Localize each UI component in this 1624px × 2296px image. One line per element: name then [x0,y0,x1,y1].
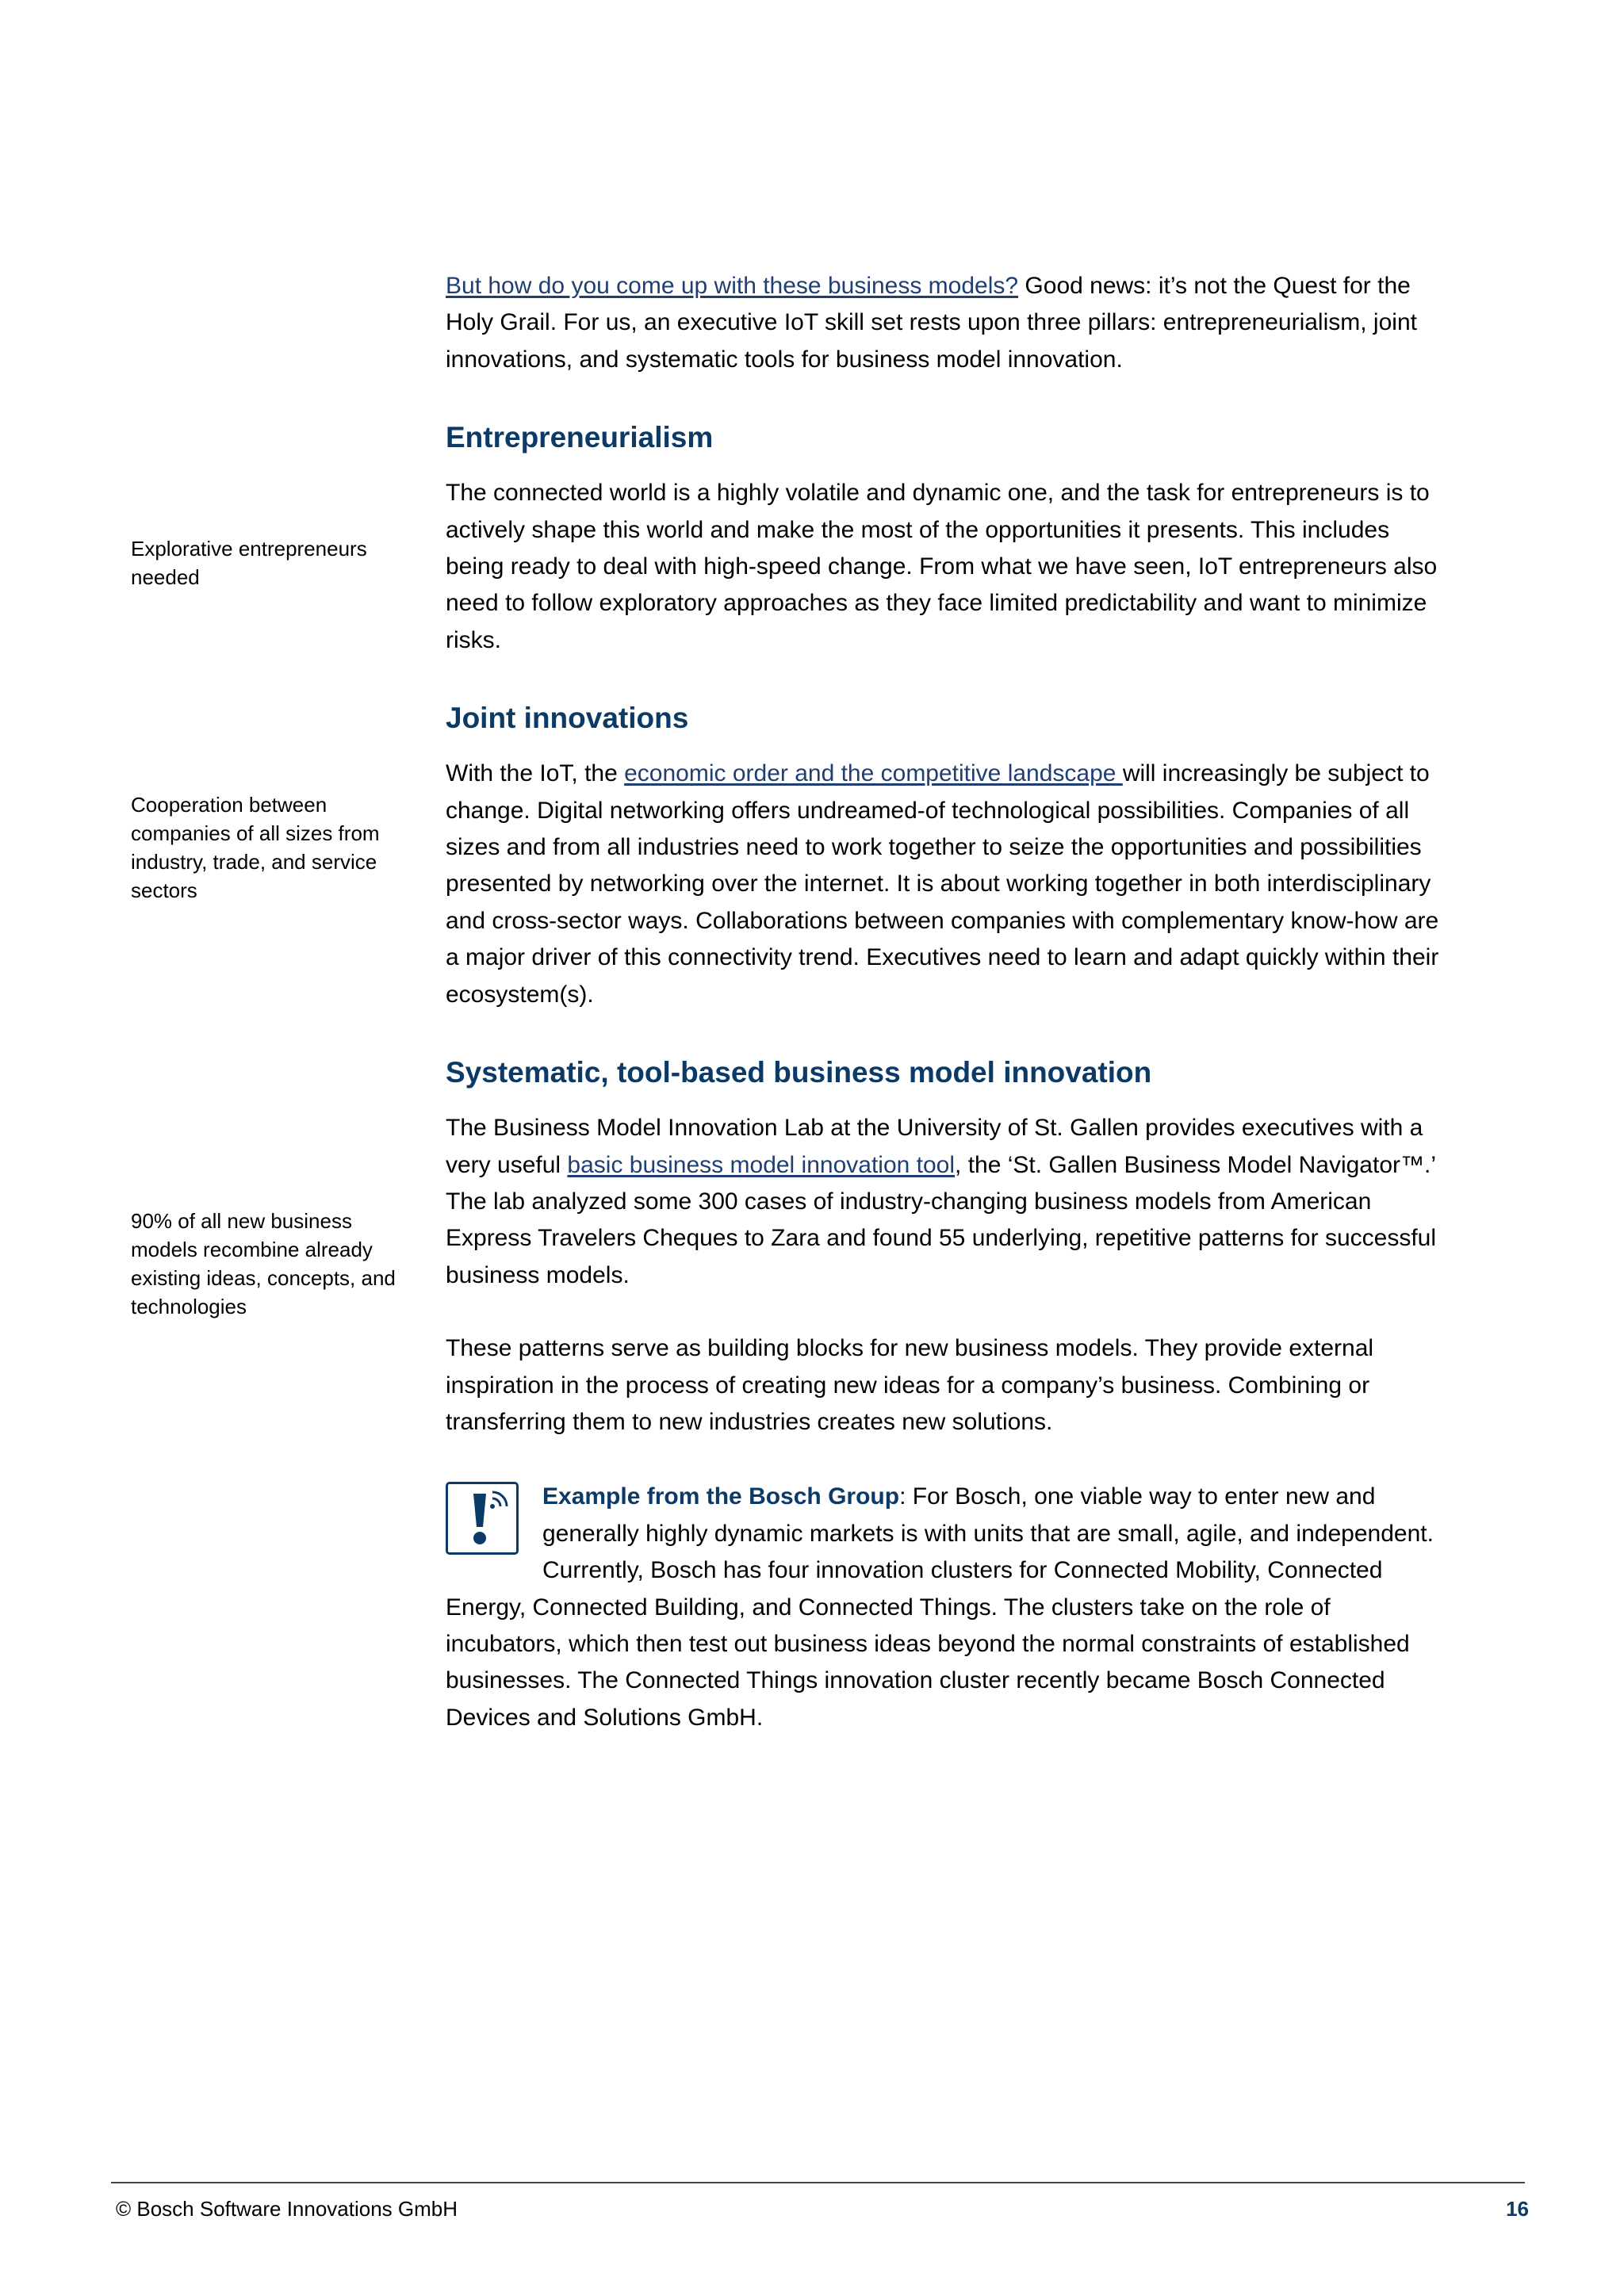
callout-title: Example from the Bosch Group [542,1483,900,1510]
innovation-tool-link[interactable]: basic business model innovation tool [567,1151,956,1178]
patterns-paragraph: These patterns serve as building blocks for new business models. They provide external inspiration in the process of creating new ideas for a company’s business. Combining or transferring them to new industries creates new solutions. [446,1335,1374,1435]
joint-innovations-paragraph [446,756,1453,1013]
systematic-text-before: The Business Model Innovation Lab at the University of St. Gallen provides executives with a very useful [446,1115,1423,1178]
callout-paragraph [446,1479,1453,1736]
entrepreneurialism-paragraph: The connected world is a highly volatile and dynamic one, and the task for entrepreneurs is to actively shape this world and make the most of the opportunities it presents. This includes being ready to deal with high-speed change. From what we have seen, IoT entrepreneurs also need to follow exploratory approaches as they face limited predictability and want to minimize risks. [446,480,1438,653]
economic-order-link[interactable]: economic order and the competitive landscape [624,760,1123,787]
exclamation-signal-icon [446,1482,519,1555]
margin-note-recombine: 90% of all new business models recombine already existing ideas, concepts, and technologies [131,1209,396,1318]
heading-entrepreneurialism: Entrepreneurialism [446,421,714,454]
systematic-paragraph [446,1110,1453,1294]
heading-joint-innovations: Joint innovations [446,702,689,735]
callout-text: : For Bosch, one viable way to enter new and generally highly dynamic markets is with units that are small, agile, and independent. Currently, Bosch has four innovation clusters for Connected Mobility, Connected Energy, Connected Building, and Connected Things. The clusters take on the role of incubators, which then test out business ideas beyond the normal constraints of established businesses. The Connected Things innovation cluster recently became Bosch Connected Devices and Solutions GmbH. [446,1483,1434,1731]
footer-divider [111,2182,1525,2183]
page-number: 16 [1506,2197,1529,2221]
joint-text-after: will increasingly be subject to change. Digital networking offers undreamed-of technological possibilities. Companies of all sizes and from all industries need to work together to seize the opportunities and possibilities presented by networking over the internet. It is about working together in both interdisciplinary and cross-sector ways. Collaborations between companies with complementary know-how are a major driver of this connectivity trend. Executives need to learn and adapt quickly within their ecosystem(s). [446,760,1439,1008]
main-content [446,268,1453,1736]
bosch-example-callout [446,1479,1453,1736]
margin-note-entrepreneurs: Explorative entrepreneurs needed [131,537,367,589]
intro-text: Good news: it’s not the Quest for the Holy Grail. For us, an executive IoT skill set rests upon three pillars: entrepreneurialism, joint innovations, and systematic tools for business model innovation. [446,273,1417,373]
systematic-text-after: , the ‘St. Gallen Business Model Navigator™.’ The lab analyzed some 300 cases of industry-changing business models from American Express Travelers Cheques to Zara and found 55 underlying, repetitive patterns for successful business models. [446,1151,1436,1288]
business-models-link[interactable]: But how do you come up with these business models? [446,273,1019,299]
intro-paragraph [446,268,1453,378]
footer-copyright: © Bosch Software Innovations GmbH [116,2197,458,2221]
heading-systematic: Systematic, tool-based business model innovation [446,1056,1152,1089]
joint-text-before: With the IoT, the [446,760,625,787]
margin-note-cooperation: Cooperation between companies of all sizes from industry, trade, and service sectors [131,793,380,902]
